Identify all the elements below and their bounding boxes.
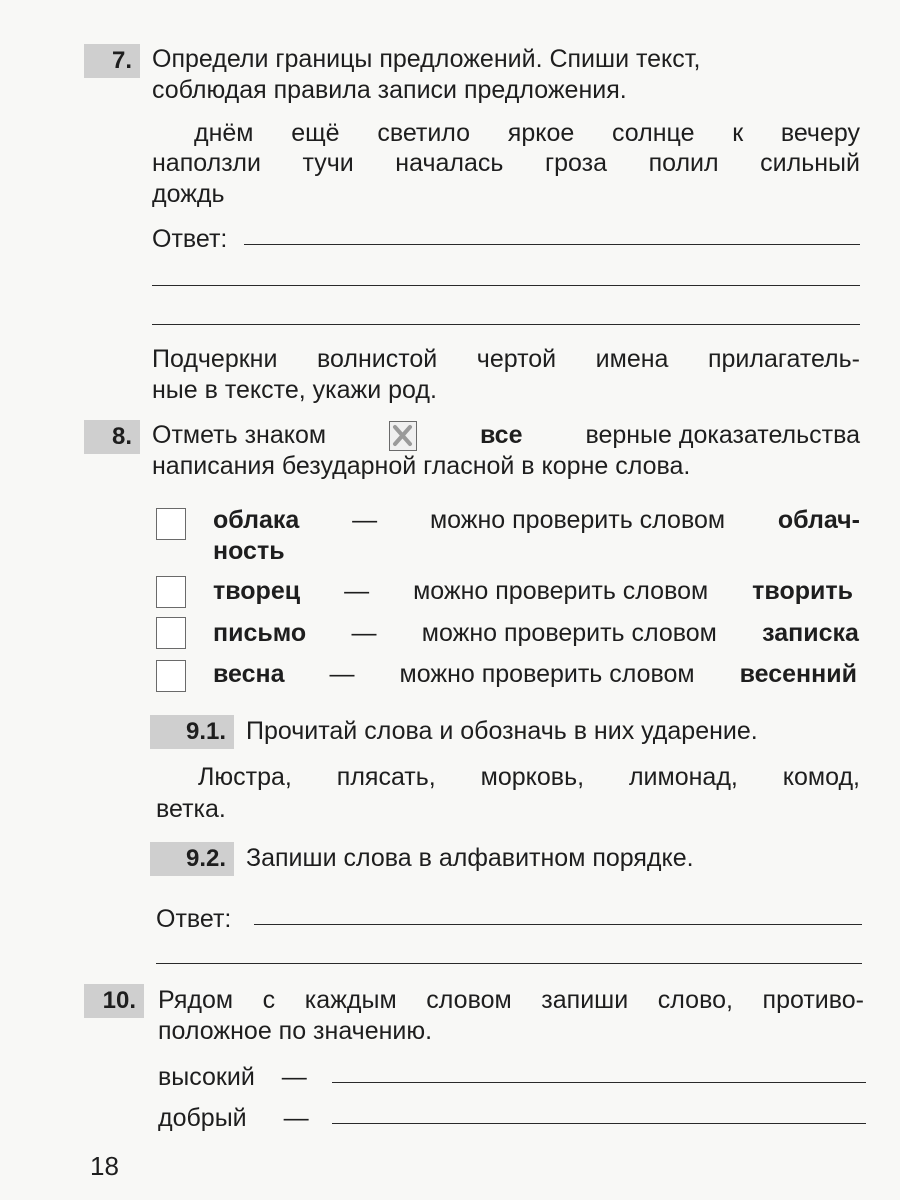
task-7-underline-instruction-line-1: Подчеркни волнистой чертой имена прилагатель- [152,345,860,373]
task-9-1-number: 9.1. [150,715,234,749]
option-2-dash: — [344,577,370,605]
option-3-mid: можно проверить словом [421,619,717,647]
task-7-answer-line-3[interactable] [152,324,860,325]
task-10-answer-line-1[interactable] [332,1082,866,1083]
option-1-word: облака [213,506,300,534]
check-mark-sample [389,421,417,451]
task-7-instruction-line-2: соблюдая правила записи предложения. [152,76,627,104]
task-9-2-answer-line-1[interactable] [254,924,862,925]
task-9-2-answer-line-2[interactable] [156,963,862,964]
task-7-text-line-2: наползли тучи началась гроза полил сильный [152,149,860,177]
task-9-1-instruction: Прочитай слова и обозначь в них ударение. [246,717,758,745]
task-8-instruction-line-1 [152,420,860,451]
task-10-instruction-line-1: Рядом с каждым словом запиши слово, противо- [158,986,864,1014]
task-7-number: 7. [84,44,140,78]
task-8-number: 8. [84,420,140,454]
task-9-2-answer-label: Ответ: [156,905,232,933]
task-7-instruction-line-1: Определи границы предложений. Спиши текст, [152,45,701,73]
option-checkbox-1[interactable] [156,508,186,540]
option-1-check-word-cont: ность [213,537,285,565]
option-2-mid: можно проверить словом [413,577,709,605]
option-1-mid: можно проверить словом [429,506,726,534]
task-9-1-words-line-1: Люстра, плясать, морковь, лимонад, комод, [198,763,860,791]
task-8-instruction-line-2: написания безударной гласной в корне слова. [152,452,691,480]
task-9-2-number: 9.2. [150,842,234,876]
task-7-text-line-1: днём ещё светило яркое солнце к вечеру [194,119,860,147]
task-10-item-2 [158,1103,309,1134]
option-checkbox-3[interactable] [156,617,186,649]
option-2-word: творец [213,577,301,605]
option-3-line [213,618,859,649]
task-9-2-instruction: Запиши слова в алфавитном порядке. [246,844,694,872]
task-7-underline-instruction-line-2: ные в тексте, укажи род. [152,376,437,404]
option-4-word: весна [213,660,285,688]
task-10-item-1-dash: — [281,1063,307,1091]
option-4-dash: — [329,660,355,688]
option-3-check-word: записка [762,619,859,647]
page-number: 18 [90,1151,119,1181]
task-8-instruction-bold: все [479,421,523,449]
option-4-line [213,659,857,690]
task-8-instruction-post: верные доказательства [585,421,860,449]
task-7-answer-line-1[interactable] [244,244,860,245]
option-3-word: письмо [213,619,307,647]
option-2-line [213,576,853,607]
option-4-mid: можно проверить словом [399,660,695,688]
option-3-dash: — [351,619,377,647]
task-10-answer-line-2[interactable] [332,1123,866,1124]
task-10-item-2-word: добрый [158,1104,247,1132]
task-10-item-2-dash: — [283,1104,309,1132]
option-1-check-word: облач- [777,506,860,534]
option-2-check-word: творить [752,577,853,605]
task-10-item-1-word: высокий [158,1063,255,1091]
task-10-number: 10. [84,984,144,1018]
x-mark-icon [390,422,415,449]
option-checkbox-2[interactable] [156,576,186,608]
task-10-item-1 [158,1062,307,1093]
option-1-dash: — [352,506,378,534]
task-7-answer-line-2[interactable] [152,285,860,286]
task-10-instruction-line-2: положное по значению. [158,1017,433,1045]
option-4-check-word: весенний [739,660,857,688]
option-1-line [213,505,860,536]
task-9-1-words-line-2: ветка. [156,795,226,823]
task-7-answer-label: Ответ: [152,225,228,253]
option-checkbox-4[interactable] [156,660,186,692]
task-8-instruction-pre: Отметь знаком [152,421,327,449]
task-7-text-line-3: дождь [152,180,225,208]
